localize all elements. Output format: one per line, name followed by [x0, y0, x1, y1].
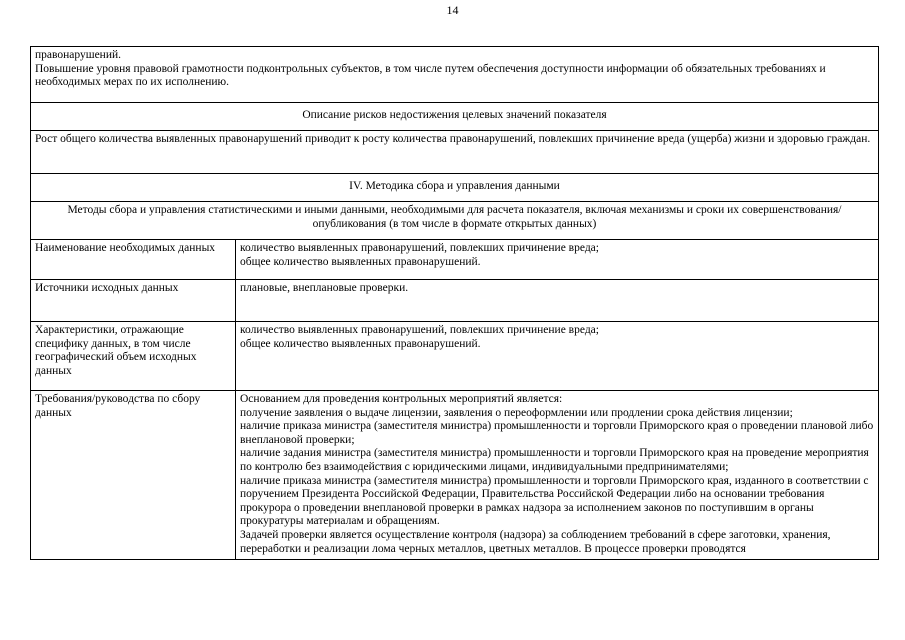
table-row-risk-header [31, 103, 879, 131]
row-value-line: плановые, внеплановые проверки. [240, 282, 409, 294]
intro-line: правонарушений. [35, 49, 122, 61]
row-value-line: наличие приказа министра (заместителя министра) промышленности и торговли Приморского края о проведении плановой либо внеплановой проверки; [240, 420, 874, 446]
row-value [236, 391, 879, 560]
table-row [31, 240, 879, 280]
indicator-passport-table [30, 46, 879, 560]
methods-header: Методы сбора и управления статистическими и иными данными, необходимыми для расчета показателя, включая механизмы и сроки их совершенствования/опубликования (в том числе в формате открытых данных) [31, 202, 879, 240]
intro-line: Повышение уровня правовой грамотности подконтрольных субъектов, в том числе путем обеспечения доступности информации об обязательных требованиях и необходимых мерах по их исполнению. [35, 62, 826, 89]
row-value-line: количество выявленных правонарушений, повлекших причинение вреда; [240, 324, 599, 336]
row-value [236, 280, 879, 322]
table-row-section-header [31, 174, 879, 202]
row-label: Источники исходных данных [31, 280, 236, 322]
table-row-intro [31, 47, 879, 103]
table-row-risk-text [31, 131, 879, 174]
section-header: IV. Методика сбора и управления данными [31, 174, 879, 202]
row-label: Требования/руководства по сбору данных [31, 391, 236, 560]
row-value [236, 322, 879, 391]
row-label: Наименование необходимых данных [31, 240, 236, 280]
row-value-line: получение заявления о выдаче лицензии, заявления о переоформлении или продлении срока действия лицензии; [240, 406, 793, 419]
table-row [31, 322, 879, 391]
table-row [31, 391, 879, 560]
table-row [31, 280, 879, 322]
intro-cell [31, 47, 879, 103]
table-row-methods-header [31, 202, 879, 240]
row-value-line: наличие приказа министра (заместителя министра) промышленности и торговли Приморского края, изданного в соответствии с поручением Президента Российской Федерации, Правительства Российской Федерации либо на основании требования прокурора о проведении внеплановой проверки в рамках надзора за исполнением законов по поступившим в органы прокуратуры материалам и обращениям. [240, 474, 869, 528]
row-value [236, 240, 879, 280]
row-value-line: количество выявленных правонарушений, повлекших причинение вреда; [240, 242, 599, 254]
row-label: Характеристики, отражающие специфику данных, в том числе географический объем исходных данных [31, 322, 236, 391]
row-value-line: общее количество выявленных правонарушений. [240, 337, 481, 350]
row-value-line: общее количество выявленных правонарушений. [240, 255, 481, 268]
row-value-line: наличие задания министра (заместителя министра) промышленности и торговли Приморского края на проведение мероприятия по контролю без взаимодействия с юридическими лицами, индивидуальными предпринимателями; [240, 447, 869, 473]
risk-text: Рост общего количества выявленных правонарушений приводит к росту количества правонарушений, повлекших причинение вреда (ущерба) жизни и здоровью граждан. [31, 131, 879, 174]
row-value-line: Задачей проверки является осуществление контроля (надзора) за соблюдением требований в сфере заготовки, хранения, переработки и реализации лома черных металлов, цветных металлов. В процессе проверки проводятся [240, 528, 831, 555]
row-value-line: Основанием для проведения контрольных мероприятий является: [240, 393, 563, 405]
page-number: 14 [446, 3, 459, 17]
risk-header: Описание рисков недостижения целевых значений показателя [31, 103, 879, 131]
